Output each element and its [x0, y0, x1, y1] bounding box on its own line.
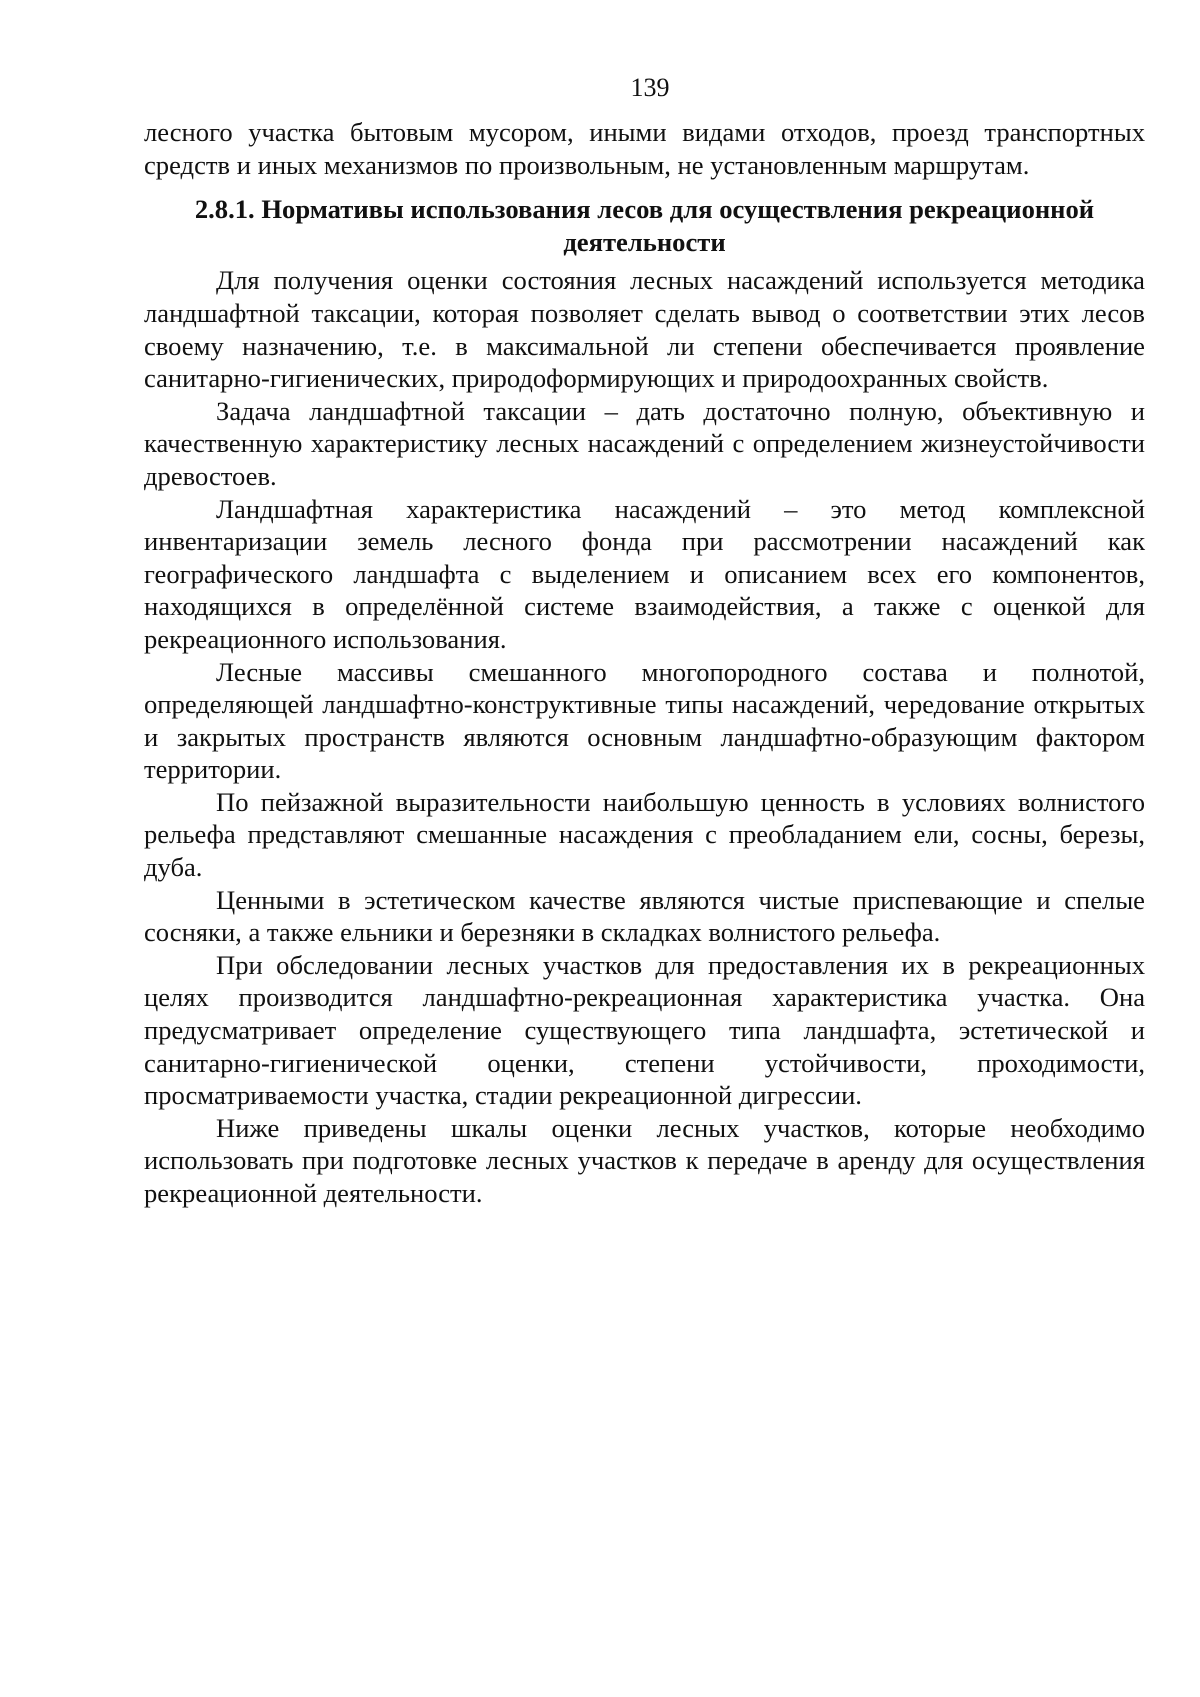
- paragraph-scenic-value: По пейзажной выразительности наибольшую ценность в условиях волнистого рельефа представляют смешанные насаждения с преобладанием ели, сосны, березы, дуба.: [144, 786, 1145, 883]
- paragraph-landscape-characteristic: Ландшафтная характеристика насаждений – это метод комплексной инвентаризации земель лесного фонда при рассмотрении насаждений как географического ландшафта с выделением и описанием всех его компонентов, находящихся в определённой системе взаимодействия, а также с оценкой для рекреационного использования.: [144, 493, 1145, 654]
- page-number: 139: [630, 73, 670, 102]
- section-heading: 2.8.1. Нормативы использования лесов для осуществления рекреационной деятельности: [194, 194, 1095, 257]
- paragraph-aesthetic-quality: Ценными в эстетическом качестве являются чистые приспевающие и спелые сосняки, а также ельники и березняки в складках волнистого рельефа.: [144, 884, 1145, 948]
- page-content: [144, 116, 1145, 1210]
- paragraph-forest-massifs: Лесные массивы смешанного многопородного состава и полнотой, определяющей ландшафтно-конструктивные типы насаждений, чередование открытых и закрытых пространств являются основным ландшафтно-образующим фактором территории.: [144, 656, 1145, 785]
- continued-paragraph: лесного участка бытовым мусором, иными видами отходов, проезд транспортных средств и иных механизмов по произвольным, не установленным маршрутам.: [144, 117, 1145, 180]
- paragraph-assessment-scales: Ниже приведены шкалы оценки лесных участков, которые необходимо использовать при подготовке лесных участков к передаче в аренду для осуществления рекреационной деятельности.: [144, 1112, 1145, 1208]
- paragraph-landscape-taxation-method: Для получения оценки состояния лесных насаждений используется методика ландшафтной таксации, которая позволяет сделать вывод о соответствии этих лесов своему назначению, т.е. в максимальной ли степени обеспечивается проявление санитарно-гигиенических, природоформирующих и природоохранных свойств.: [144, 265, 1145, 394]
- paragraph-taxation-task: Задача ландшафтной таксации – дать достаточно полную, объективную и качественную характеристику лесных насаждений с определением жизнеустойчивости древостоев.: [144, 395, 1145, 491]
- paragraph-survey-characteristic: При обследовании лесных участков для предоставления их в рекреационных целях производится ландшафтно-рекреационная характеристика участка. Она предусматривает определение существующего типа ландшафта, эстетической и санитарно-гигиенической оценки, степени устойчивости, проходимости, просматриваемости участка, стадии рекреационной дигрессии.: [144, 949, 1145, 1111]
